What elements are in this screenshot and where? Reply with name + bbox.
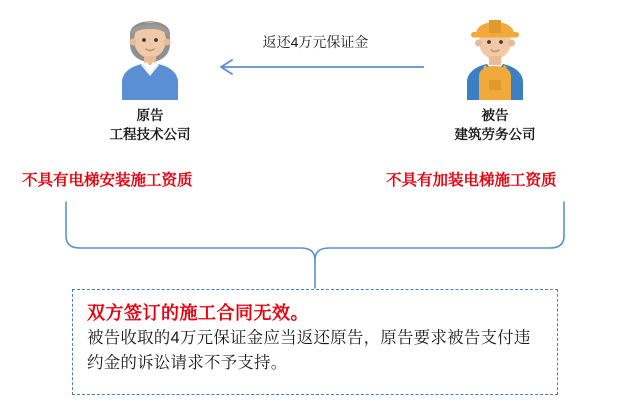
plaintiff-avatar-icon [100,4,200,100]
finding-defendant: 不具有加装电梯施工资质 [386,172,557,189]
defendant-avatar-icon [445,4,545,100]
refund-arrow-icon [210,56,425,78]
conclusion-title: 双方签订的施工合同无效。 [87,303,309,323]
finding-plaintiff: 不具有电梯安装施工资质 [22,172,193,189]
conclusion-box [72,289,558,395]
plaintiff-role: 原告 [136,108,164,123]
conclusion-body: 被告收取的4万元保证金应当返还原告，原告要求被告支付违约金的诉讼请求不予支持。 [87,329,531,372]
arrow-caption: 返还4万元保证金 [262,34,369,50]
defendant-label [435,106,555,144]
plaintiff-label [90,106,210,144]
plaintiff-party [90,4,210,144]
defendant-party [435,4,555,144]
defendant-role: 被告 [481,108,509,123]
defendant-org: 建筑劳务公司 [454,127,536,142]
plaintiff-org: 工程技术公司 [109,127,191,142]
connector-bracket-icon [60,196,570,292]
